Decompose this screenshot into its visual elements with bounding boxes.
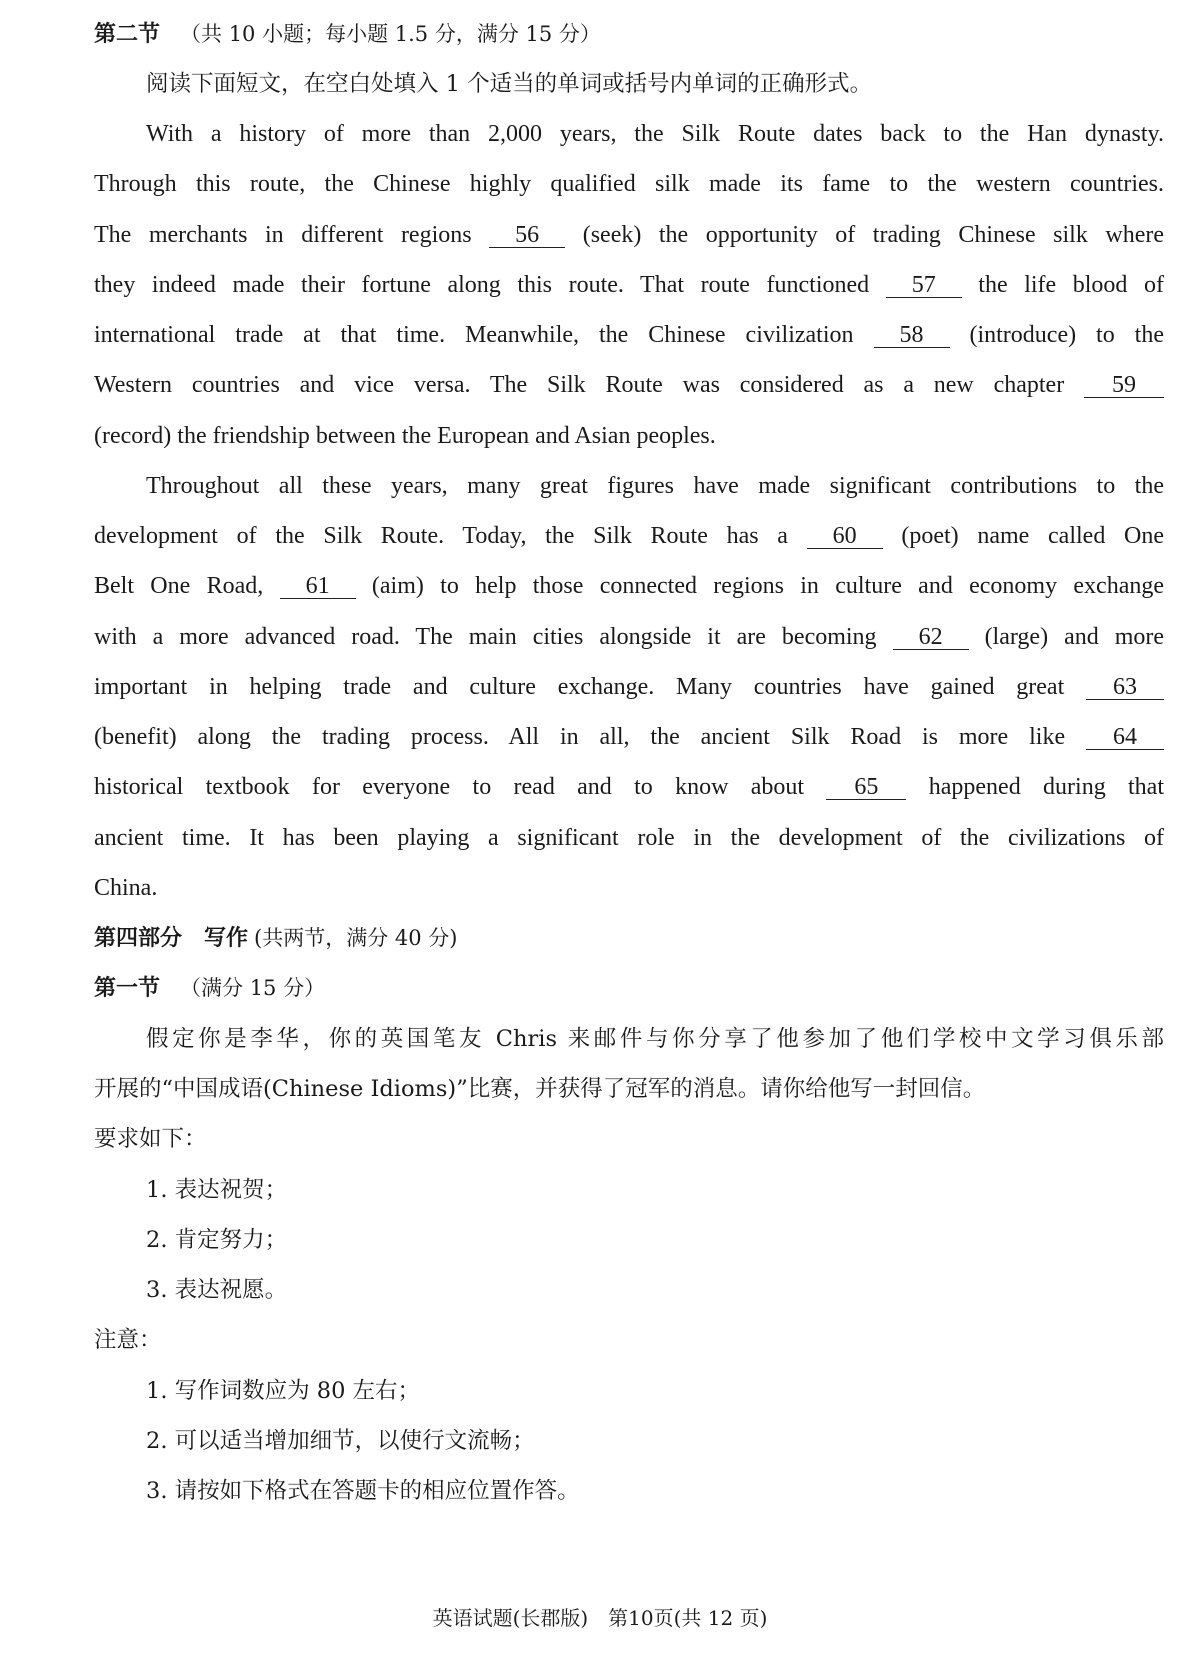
part-note: (共两节，满分 40 分) bbox=[254, 926, 458, 950]
passage-text: development of the Silk Route. Today, the Silk Route has a bbox=[94, 523, 788, 549]
passage-line: ancient time. It has been playing a significant role in the development of the civilizations of bbox=[94, 825, 1164, 851]
passage-text: happened during that bbox=[928, 774, 1165, 800]
passage-text: with a more advanced road. The main cities alongside it are becoming bbox=[94, 624, 877, 650]
part-title: 第四部分 写作 bbox=[94, 926, 249, 951]
passage-line bbox=[94, 270, 1164, 300]
passage-text: (seek) the opportunity of trading Chinese silk where bbox=[582, 222, 1165, 248]
page-footer: 英语试题(长郡版) 第10页(共 12 页) bbox=[432, 1606, 768, 1630]
passage-text: (benefit) along the trading process. All in all, the ancient Silk Road is more like bbox=[94, 724, 1066, 750]
notes-title: 注意： bbox=[94, 1327, 162, 1353]
passage-line bbox=[94, 220, 1164, 250]
blank-62[interactable]: 62 bbox=[893, 625, 969, 650]
passage-line bbox=[94, 622, 1164, 652]
blank-64[interactable]: 64 bbox=[1086, 725, 1164, 750]
blank-57[interactable]: 57 bbox=[886, 273, 962, 298]
note-item: 1. 写作词数应为 80 左右； bbox=[146, 1378, 421, 1404]
passage-text: important in helping trade and culture exchange. Many countries have gained great bbox=[94, 674, 1065, 700]
blank-60[interactable]: 60 bbox=[807, 524, 883, 549]
blank-63[interactable]: 63 bbox=[1086, 675, 1164, 700]
requirement-item: 1. 表达祝贺； bbox=[146, 1177, 288, 1203]
passage-line: Through this route, the Chinese highly qualified silk made its fame to the western countries. bbox=[94, 171, 1164, 197]
passage-line bbox=[94, 521, 1164, 551]
passage-line: With a history of more than 2,000 years, the Silk Route dates back to the Han dynasty. bbox=[146, 121, 1164, 147]
subsection-title: 第一节 bbox=[94, 976, 161, 1001]
passage-line bbox=[94, 571, 1164, 601]
passage-text: (poet) name called One bbox=[901, 523, 1165, 549]
passage-text: they indeed made their fortune along this route. That route functioned bbox=[94, 272, 870, 298]
blank-65[interactable]: 65 bbox=[826, 775, 906, 800]
requirement-item: 3. 表达祝愿。 bbox=[146, 1277, 288, 1303]
passage-text: historical textbook for everyone to read and to know about bbox=[94, 774, 805, 800]
section-note: （共 10 小题；每小题 1.5 分，满分 15 分） bbox=[180, 22, 601, 46]
blank-61[interactable]: 61 bbox=[280, 574, 356, 599]
passage-line bbox=[94, 320, 1164, 350]
passage-line bbox=[94, 722, 1164, 752]
part-heading bbox=[94, 923, 457, 954]
passage-line: (record) the friendship between the European and Asian peoples. bbox=[94, 423, 716, 449]
instruction-text: 阅读下面短文，在空白处填入 1 个适当的单词或括号内单词的正确形式。 bbox=[146, 71, 873, 97]
passage-text: international trade at that time. Meanwhile, the Chinese civilization bbox=[94, 322, 854, 348]
subsection-note: （满分 15 分） bbox=[180, 976, 326, 1000]
passage-line bbox=[94, 672, 1164, 702]
section-heading bbox=[94, 19, 601, 50]
writing-prompt: 开展的“中国成语(Chinese Idioms)”比赛，并获得了冠军的消息。请你给他写一封回信。 bbox=[94, 1076, 986, 1102]
passage-text: Belt One Road, bbox=[94, 573, 264, 599]
blank-56[interactable]: 56 bbox=[489, 223, 565, 248]
passage-line: Throughout all these years, many great figures have made significant contributions to the bbox=[146, 473, 1164, 499]
writing-prompt: 假定你是李华，你的英国笔友 Chris 来邮件与你分享了他参加了他们学校中文学习俱乐部 bbox=[146, 1026, 1164, 1052]
passage-text: (aim) to help those connected regions in culture and economy exchange bbox=[371, 573, 1165, 599]
requirements-title: 要求如下： bbox=[94, 1126, 207, 1152]
blank-58[interactable]: 58 bbox=[874, 323, 950, 348]
blank-59[interactable]: 59 bbox=[1084, 373, 1164, 398]
passage-text: Western countries and vice versa. The Silk Route was considered as a new chapter bbox=[94, 372, 1065, 398]
passage-line bbox=[94, 370, 1164, 400]
note-item: 3. 请按如下格式在答题卡的相应位置作答。 bbox=[146, 1478, 580, 1504]
passage-text: (introduce) to the bbox=[969, 322, 1165, 348]
section-title: 第二节 bbox=[94, 22, 161, 47]
requirement-item: 2. 肯定努力； bbox=[146, 1227, 288, 1253]
passage-text: (large) and more bbox=[984, 624, 1165, 650]
passage-text: The merchants in different regions bbox=[94, 222, 472, 248]
passage-line: China. bbox=[94, 875, 158, 901]
note-item: 2. 可以适当增加细节，以使行文流畅； bbox=[146, 1428, 535, 1454]
passage-line bbox=[94, 772, 1164, 802]
passage-text: the life blood of bbox=[978, 272, 1164, 298]
subsection-heading bbox=[94, 973, 325, 1004]
